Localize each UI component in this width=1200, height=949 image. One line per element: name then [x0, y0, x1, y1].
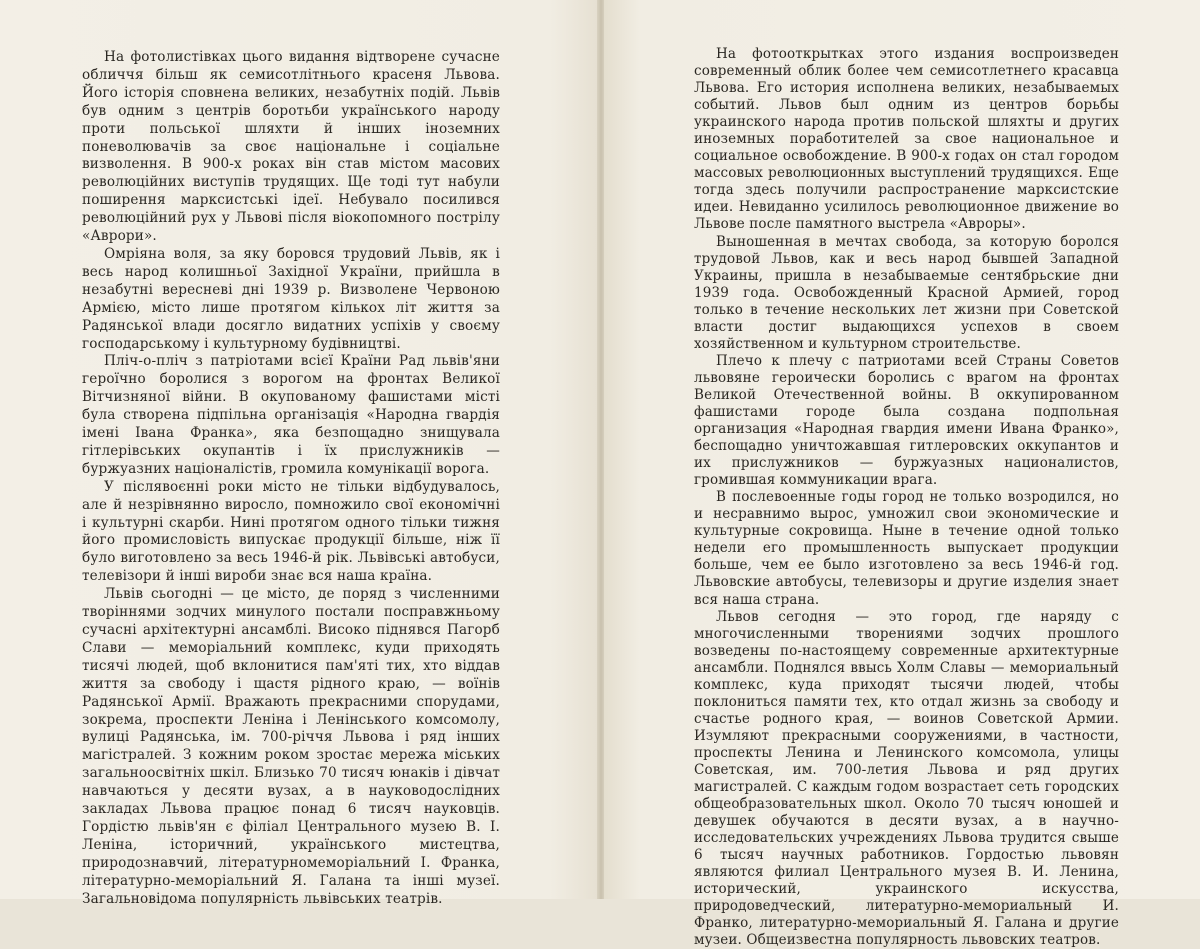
left-paragraph-2: Омріяна воля, за яку боровся трудовий Львів, як і весь народ колишньої Західної України, прийшла в незабутні вересневі дні 1939 р. Визволене Червоною Армією, місто лише протягом кількох літ життя за Радянської влади досягло видатних успіхів у своєму господарському і культурному будівництві.: [82, 245, 500, 352]
left-text-column: [82, 49, 500, 909]
left-paragraph-5: Львів сьогодні — це місто, де поряд з численними творіннями зодчих минулого постали посправжньому сучасні архітектурні ансамблі. Високо піднявся Пагорб Слави — меморіальний комплекс, куди приходять тисячі людей, щоб вклонитися пам'яті тих, хто віддав життя за свободу і щастя рідного краю, — воїнів Радянської Армії. Вражають прекрасними спорудами, зокрема, проспекти Леніна і Ленінського комсомолу, вулиці Радянська, ім. 700-річчя Львова і ряд інших магістралей. З кожним роком зростає мережа міських загальноосвітніх шкіл. Близько 70 тисяч юнаків і дівчат навчаються у десяти вузах, а в науководослідних закладах Львова працює понад 6 тисяч науковців. Гордістю львів'ян є філіал Центрального музею В. І. Леніна, історичний, українського мистецтва, природознавчий, літературномеморіальний І. Франка, літературно-меморіальний Я. Галана та інші музеї. Загальновідома популярність львівських театрів.: [82, 586, 500, 907]
right-paragraph-1: На фотооткрытках этого издания воспроизведен современный облик более чем семисотлетнего красавца Львова. Его история исполнена великих, незабываемых событий. Львов был одним из центров борьбы украинского народа против польской шляхты и других иноземных поработителей за свое национальное и социальное освобождение. В 900-х годах он стал городом массовых революционных выступлений трудящихся. Еще тогда здесь получили распространение марксистские идеи. Невиданно усилилось революционное движение во Львове после памятного выстрела «Авроры».: [694, 46, 1119, 233]
left-paragraph-4: У післявоєнні роки місто не тільки відбудувалось, але й незрівнянно виросло, помножило свої економічні і культурні скарби. Нині протягом одного тільки тижня його промисловість випускає продукції більше, ніж її було виготовлено за весь 1946-й рік. Львівські автобуси, телевізори й інші вироби знає вся наша країна.: [82, 478, 500, 585]
left-paragraph-3: Пліч-о-пліч з патріотами всієї Країни Рад львів'яни героїчно боролися з ворогом на фронтах Великої Вітчизняної війни. В окупованому фашистами місті була створена підпільна організація «Народна гвардія імені Івана Франка», яка безпощадно знищувала гітлерівських окупантів і їх прислужників — буржуазних націоналістів, громила комунікації ворога.: [82, 353, 500, 477]
left-paragraph-1: На фотолистівках цього видання відтворене сучасне обличчя більш як семисотлітнього красеня Львова. Його історія сповнена великих, незабутніх подій. Львів був одним з центрів боротьби українського народу проти польської шляхти й інших іноземних поневолювачів за своє національне і соціальне визволення. В 900-х роках він став містом масових революційних виступів трудящих. Ще тоді тут набули поширення марксистські ідеї. Небувало посилився революційний рух у Львові після віокопомного пострілу «Аврори».: [82, 49, 500, 245]
right-paragraph-3: Плечо к плечу с патриотами всей Страны Советов львовяне героически боролись с врагом на фронтах Великой Отечественной войны. В оккупированном фашистами городе была создана подпольная организация «Народная гвардия имени Ивана Франко», беспощадно уничтожавшая гитлеровских оккупантов и их прислужников — буржуазных националистов, громившая коммуникации врага.: [694, 352, 1119, 489]
left-page: [0, 0, 598, 907]
right-page: [604, 0, 1200, 949]
right-paragraph-5: Львов сегодня — это город, где наряду с многочисленными творениями зодчих прошлого возведены по-настоящему современные архитектурные ансамбли. Поднялся ввысь Холм Славы — мемориальный комплекс, куда приходят тысячи людей, чтобы поклониться памяти тех, кто отдал жизнь за свободу и счастье родного края, — воинов Советской Армии. Изумляют прекрасными сооружениями, в частности, проспекты Ленина и Ленинского комсомола, улицы Советская, им. 700-летия Львова и ряд других магистралей. С каждым годом возрастает сеть городских общеобразовательных школ. Около 70 тысяч юношей и девушек обучаются в десяти вузах, а в научно-исследовательских учреждениях Львова трудится свыше 6 тысяч научных работников. Гордостью львовян являются филиал Центрального музея В. И. Ленина, исторический, украинского искусства, природоведческий, литературно-мемориальный И. Франко, литературно-мемориальный Я. Галана и другие музеи. Общеизвестна популярность львовских театров.: [694, 608, 1119, 949]
right-text-column: [694, 46, 1119, 949]
right-paragraph-4: В послевоенные годы город не только возродился, но и несравнимо вырос, умножил свои экономические и культурные сокровища. Ныне в течение одной только недели его промышленность выпускает продукции больше, чем ее было изготовлено за весь 1946-й год. Львовские автобусы, телевизоры и другие изделия знает вся наша страна.: [694, 489, 1119, 608]
right-paragraph-2: Выношенная в мечтах свобода, за которую боролся трудовой Львов, как и весь народ бывшей Западной Украины, пришла в незабываемые сентябрьские дни 1939 года. Освобожденный Красной Армией, город только в течение нескольких лет жизни при Советской власти достиг выдающихся успехов в своем хозяйственном и культурном строительстве.: [694, 233, 1119, 352]
